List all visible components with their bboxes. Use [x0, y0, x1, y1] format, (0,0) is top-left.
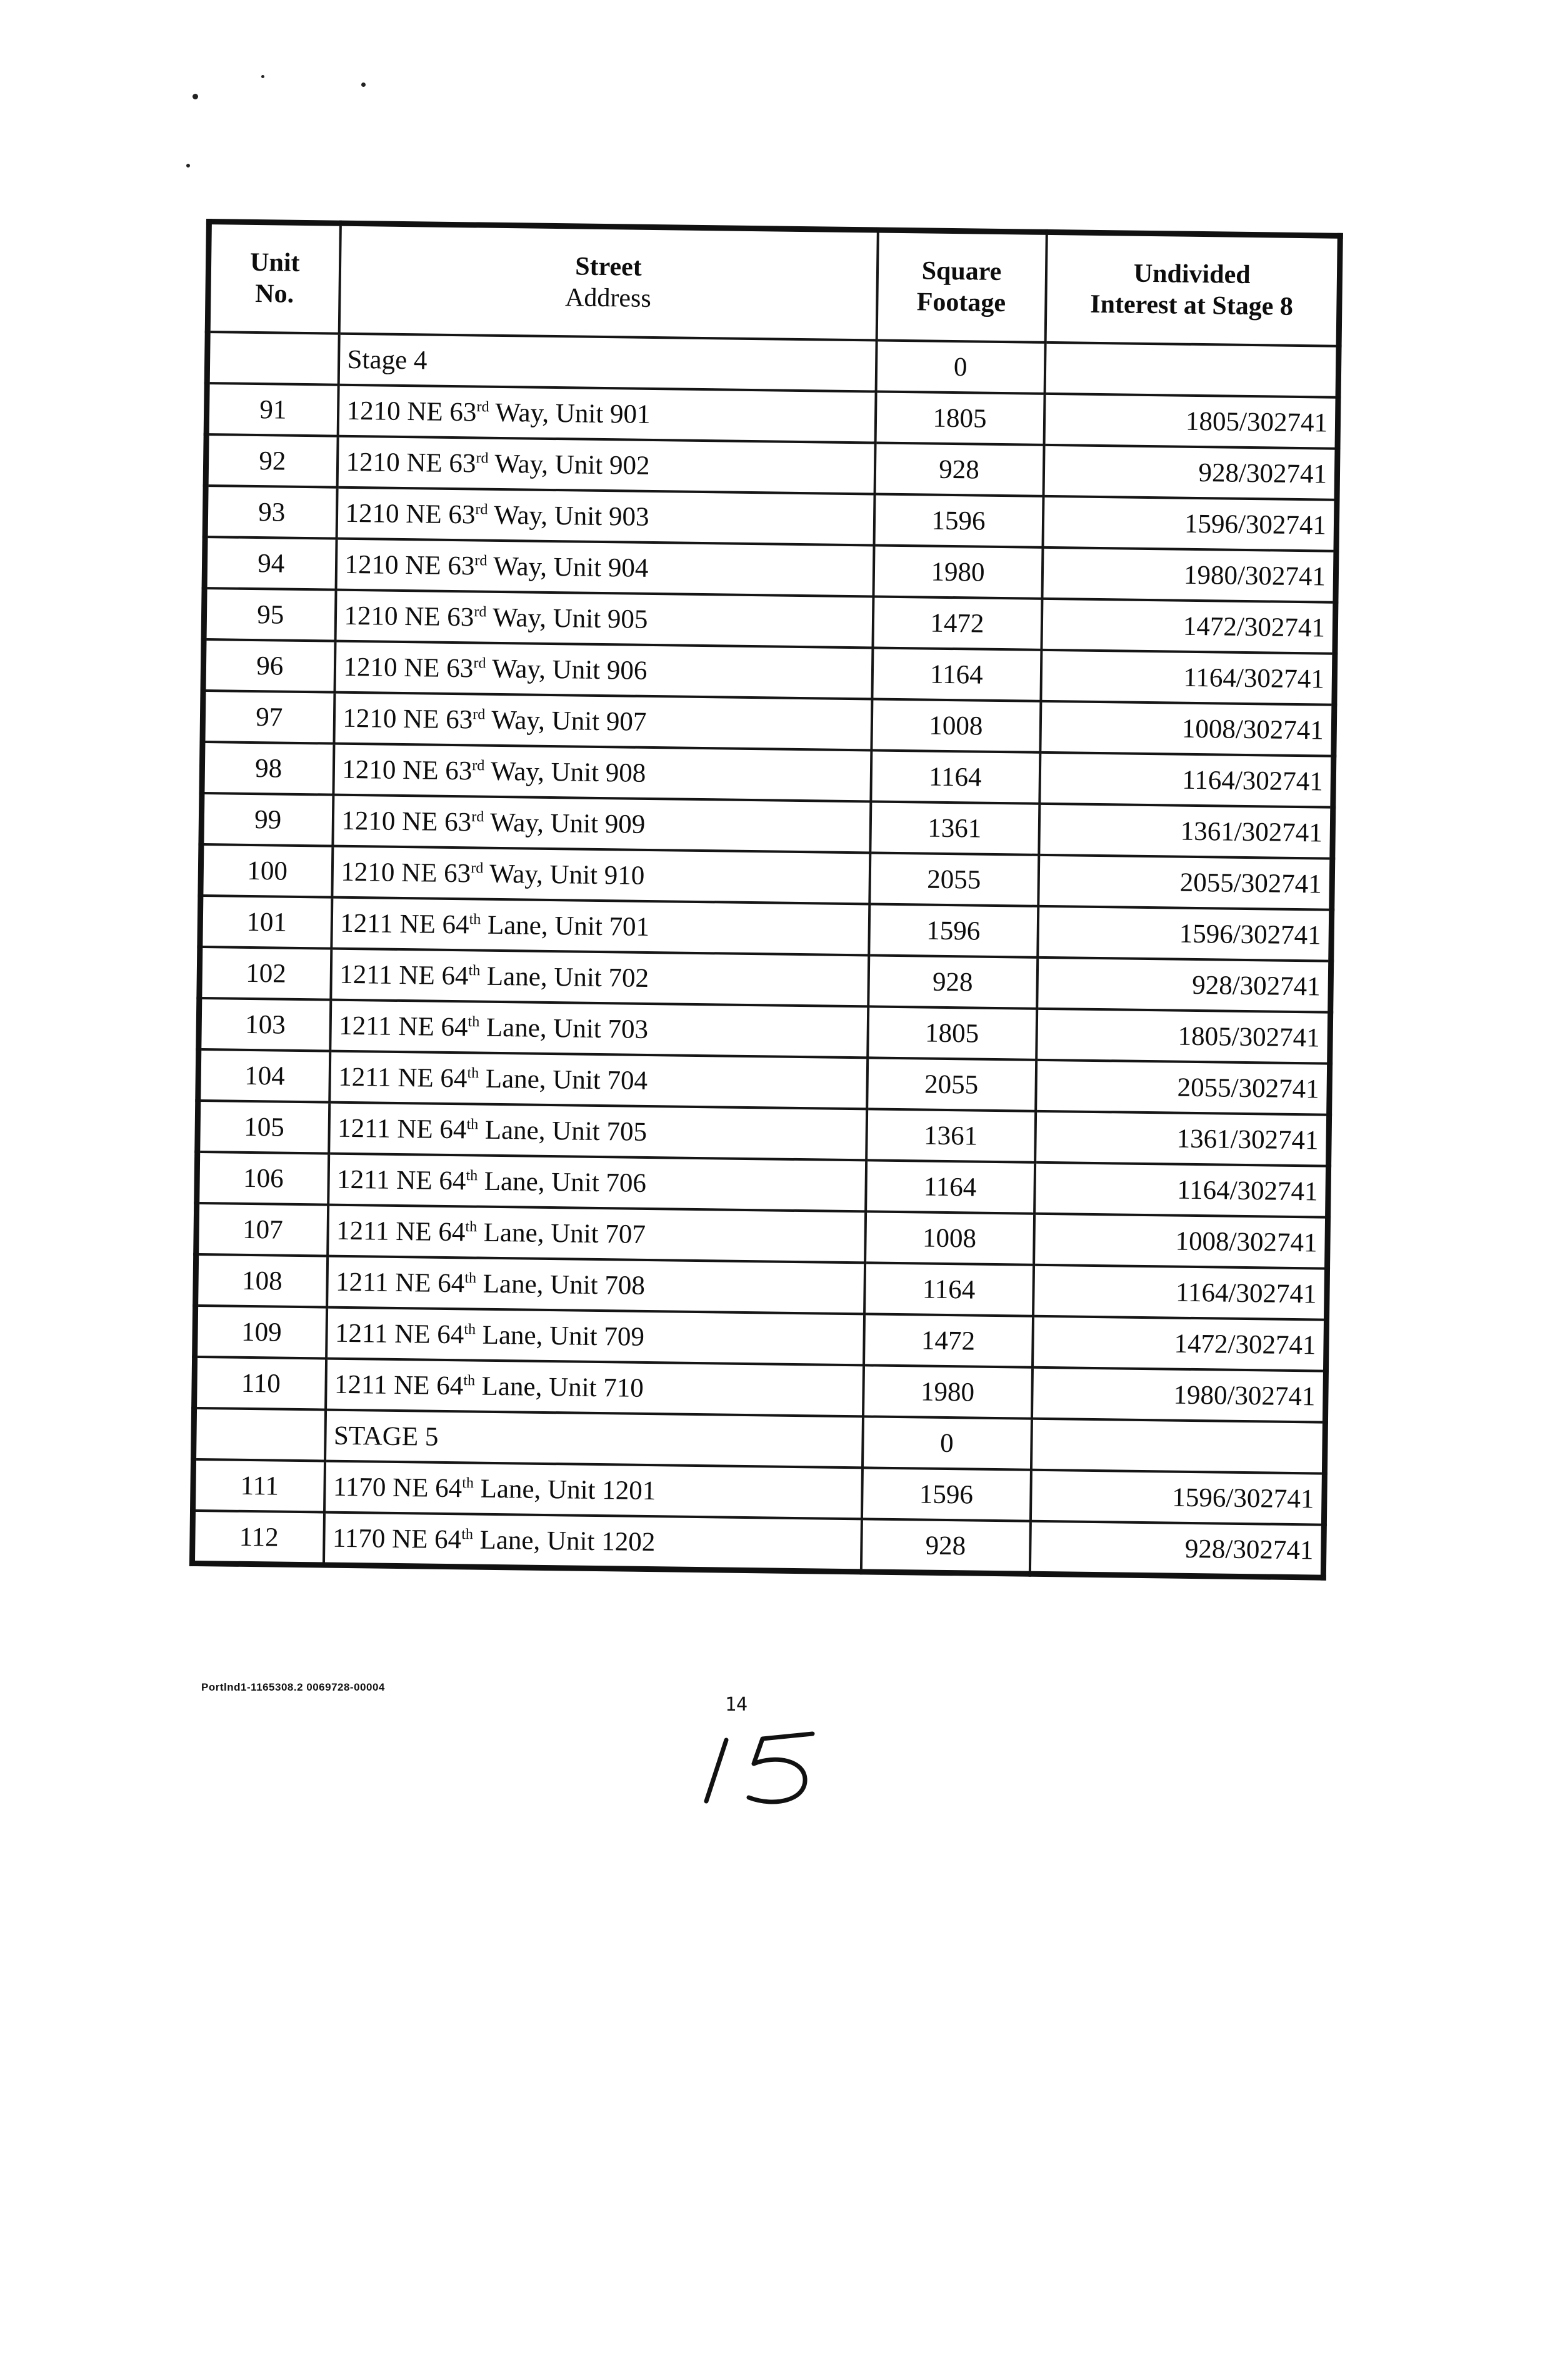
square-footage-cell: 1361 — [870, 801, 1039, 854]
ordinal-suffix: rd — [472, 706, 486, 722]
square-footage-cell: 1805 — [868, 1006, 1037, 1059]
unit-table — [189, 219, 1343, 1581]
address-number: 1170 NE 64 — [332, 1472, 462, 1503]
unit-no-cell: 101 — [200, 896, 332, 949]
undivided-interest-cell: 1472/302741 — [1041, 599, 1336, 654]
table-header-row — [208, 222, 1340, 346]
address-number: 1211 NE 64 — [338, 1062, 468, 1093]
address-number: 1211 NE 64 — [339, 1011, 468, 1042]
ordinal-suffix: th — [466, 1116, 479, 1132]
unit-no-cell: 112 — [192, 1511, 324, 1565]
square-footage-cell: 1472 — [864, 1314, 1033, 1367]
address-rest: Lane, Unit 1202 — [472, 1525, 656, 1557]
address-number: 1211 NE 64 — [336, 1216, 466, 1247]
header-street-address — [339, 223, 878, 340]
address-rest: Lane, Unit 702 — [479, 961, 649, 993]
address-number: 1210 NE 63 — [343, 652, 474, 683]
address-number: 1211 NE 64 — [339, 959, 469, 991]
header-unit-line1: Unit — [249, 248, 300, 278]
ordinal-suffix: rd — [474, 603, 487, 620]
street-address-cell — [331, 949, 869, 1007]
address-rest: Way, Unit 907 — [484, 705, 647, 737]
unit-table-container — [189, 219, 1338, 1581]
address-rest: Way, Unit 901 — [489, 398, 651, 429]
address-rest: Way, Unit 909 — [483, 808, 646, 839]
undivided-interest-cell: 1361/302741 — [1035, 1111, 1329, 1166]
square-footage-cell: 1008 — [871, 699, 1041, 752]
square-footage-cell: 0 — [876, 340, 1045, 393]
address-number: 1211 NE 64 — [334, 1369, 464, 1401]
square-footage-cell: 2055 — [867, 1058, 1036, 1111]
square-footage-cell: 1008 — [865, 1211, 1034, 1264]
header-interest-line2: Interest at Stage 8 — [1090, 289, 1294, 321]
undivided-interest-cell: 1472/302741 — [1032, 1316, 1327, 1371]
header-unit-line2: No. — [255, 279, 294, 309]
scan-speck — [261, 75, 264, 78]
unit-no-cell: 109 — [195, 1306, 327, 1359]
header-undivided-interest — [1045, 232, 1340, 346]
unit-no-cell: 96 — [203, 639, 335, 692]
handwritten-page-number — [694, 1725, 831, 1812]
scan-speck — [192, 94, 198, 99]
square-footage-cell: 1805 — [875, 391, 1044, 444]
unit-no-cell: 94 — [204, 537, 336, 590]
ordinal-suffix: rd — [471, 859, 484, 876]
address-number: 1210 NE 63 — [342, 703, 473, 734]
undivided-interest-cell: 1008/302741 — [1040, 701, 1334, 756]
undivided-interest-cell: 928/302741 — [1043, 445, 1338, 500]
undivided-interest-cell — [1044, 342, 1339, 398]
square-footage-cell: 1596 — [861, 1468, 1031, 1521]
unit-no-cell: 91 — [206, 383, 338, 436]
page-number: 14 — [725, 1694, 748, 1716]
ordinal-suffix: th — [466, 1167, 478, 1184]
address-rest: Way, Unit 908 — [484, 756, 646, 788]
street-address-cell — [328, 1205, 866, 1263]
undivided-interest-cell: 1164/302741 — [1041, 650, 1335, 705]
undivided-interest-cell: 1596/302741 — [1030, 1470, 1324, 1525]
square-footage-cell: 1980 — [873, 545, 1042, 598]
unit-no-cell: 102 — [199, 947, 331, 1000]
address-rest: Way, Unit 904 — [487, 551, 649, 583]
undivided-interest-cell: 1361/302741 — [1039, 804, 1333, 859]
square-footage-cell: 1164 — [866, 1160, 1035, 1213]
unit-no-cell: 97 — [202, 691, 334, 744]
scan-speck — [186, 164, 190, 168]
unit-no-cell: 93 — [205, 486, 337, 539]
street-address-cell — [332, 846, 870, 904]
ordinal-suffix: rd — [473, 654, 486, 671]
unit-no-cell: 104 — [198, 1049, 330, 1102]
address-rest: Lane, Unit 708 — [476, 1269, 646, 1301]
unit-no-cell: 95 — [204, 588, 336, 641]
table-body — [192, 332, 1339, 1578]
address-number: 1210 NE 63 — [341, 857, 471, 888]
square-footage-cell: 1164 — [872, 648, 1041, 701]
square-footage-cell: 1361 — [866, 1109, 1036, 1162]
undivided-interest-cell: 1164/302741 — [1039, 752, 1334, 808]
ordinal-suffix: th — [468, 962, 481, 979]
stage-label: STAGE 5 — [325, 1410, 863, 1468]
street-address-cell — [336, 539, 874, 597]
scan-speck — [361, 82, 366, 87]
address-rest: Lane, Unit 1201 — [473, 1474, 656, 1506]
ordinal-suffix: th — [468, 1013, 480, 1030]
undivided-interest-cell: 928/302741 — [1037, 958, 1331, 1012]
ordinal-suffix: th — [465, 1218, 478, 1235]
header-address-line2: Address — [564, 283, 652, 313]
address-rest: Way, Unit 905 — [486, 602, 648, 634]
ordinal-suffix: rd — [476, 449, 489, 466]
unit-no-cell — [207, 332, 339, 385]
ordinal-suffix: th — [469, 911, 481, 928]
square-footage-cell: 1980 — [863, 1365, 1032, 1418]
street-address-cell — [326, 1308, 864, 1366]
street-address-cell — [333, 744, 871, 802]
address-rest: Way, Unit 906 — [486, 654, 648, 686]
unit-no-cell: 99 — [201, 793, 333, 846]
address-number: 1210 NE 63 — [342, 754, 472, 786]
unit-no-cell: 98 — [202, 742, 334, 795]
street-address-cell — [328, 1154, 866, 1212]
square-footage-cell: 1596 — [874, 494, 1043, 547]
address-number: 1211 NE 64 — [340, 908, 469, 939]
unit-no-cell — [194, 1408, 326, 1461]
header-sqft-line2: Footage — [916, 288, 1006, 318]
address-number: 1210 NE 63 — [346, 396, 477, 427]
address-number: 1211 NE 64 — [334, 1318, 464, 1349]
street-address-cell — [332, 795, 871, 853]
address-number: 1170 NE 64 — [332, 1523, 462, 1554]
undivided-interest-cell: 1596/302741 — [1038, 906, 1332, 961]
ordinal-suffix: rd — [472, 757, 485, 774]
address-number: 1211 NE 64 — [337, 1113, 467, 1144]
street-address-cell — [326, 1359, 864, 1417]
address-number: 1210 NE 63 — [341, 806, 472, 837]
header-address-line1: Street — [575, 252, 642, 282]
unit-no-cell: 107 — [196, 1203, 328, 1256]
address-number: 1210 NE 63 — [344, 601, 474, 632]
unit-no-cell: 92 — [206, 434, 338, 488]
address-rest: Lane, Unit 704 — [478, 1064, 648, 1096]
address-number: 1211 NE 64 — [335, 1267, 465, 1298]
street-address-cell — [324, 1461, 862, 1519]
unit-no-cell: 108 — [196, 1254, 328, 1308]
undivided-interest-cell: 1596/302741 — [1042, 496, 1337, 551]
street-address-cell — [336, 488, 874, 546]
address-rest: Lane, Unit 709 — [475, 1320, 645, 1352]
ordinal-suffix: rd — [474, 552, 488, 569]
undivided-interest-cell: 1008/302741 — [1034, 1214, 1328, 1269]
header-interest-line1: Undivided — [1133, 259, 1251, 289]
ordinal-suffix: th — [461, 1526, 474, 1542]
square-footage-cell: 1164 — [871, 750, 1040, 803]
address-rest: Lane, Unit 701 — [480, 910, 650, 942]
street-address-cell — [329, 1102, 867, 1161]
ordinal-suffix: th — [462, 1474, 474, 1491]
square-footage-cell: 2055 — [869, 852, 1039, 906]
address-rest: Lane, Unit 707 — [476, 1218, 646, 1249]
undivided-interest-cell: 1980/302741 — [1031, 1368, 1326, 1422]
undivided-interest-cell: 2055/302741 — [1036, 1060, 1330, 1115]
ordinal-suffix: th — [464, 1321, 476, 1338]
ordinal-suffix: th — [464, 1269, 477, 1286]
square-footage-cell: 928 — [868, 955, 1038, 1008]
street-address-cell — [327, 1256, 865, 1314]
street-address-cell — [337, 436, 875, 494]
square-footage-cell: 1472 — [872, 596, 1042, 649]
unit-no-cell: 110 — [194, 1357, 326, 1410]
address-number: 1210 NE 63 — [344, 549, 475, 581]
undivided-interest-cell: 1805/302741 — [1044, 394, 1338, 449]
street-address-cell — [338, 385, 876, 443]
address-rest: Lane, Unit 705 — [478, 1115, 648, 1147]
address-number: 1211 NE 64 — [336, 1164, 466, 1196]
header-unit-no — [208, 222, 340, 334]
square-footage-cell: 928 — [861, 1519, 1030, 1574]
street-address-cell — [330, 1000, 868, 1058]
square-footage-cell: 1164 — [864, 1262, 1034, 1316]
street-address-cell — [331, 898, 869, 956]
street-address-cell — [323, 1512, 861, 1572]
address-rest: Lane, Unit 710 — [474, 1371, 644, 1403]
undivided-interest-cell: 2055/302741 — [1038, 855, 1332, 910]
unit-no-cell: 105 — [198, 1101, 329, 1154]
ordinal-suffix: rd — [475, 501, 488, 518]
address-rest: Lane, Unit 706 — [477, 1166, 647, 1198]
address-number: 1210 NE 63 — [345, 498, 476, 529]
unit-no-cell: 100 — [201, 844, 332, 898]
unit-no-cell: 103 — [199, 998, 331, 1051]
address-rest: Way, Unit 902 — [488, 449, 650, 481]
ordinal-suffix: th — [467, 1064, 479, 1081]
ordinal-suffix: rd — [471, 808, 484, 825]
street-address-cell — [335, 590, 873, 648]
header-square-footage — [876, 230, 1046, 342]
address-rest: Way, Unit 903 — [488, 500, 649, 532]
square-footage-cell: 928 — [874, 442, 1044, 496]
address-number: 1210 NE 63 — [346, 447, 476, 478]
ordinal-suffix: th — [463, 1372, 476, 1389]
address-rest: Way, Unit 910 — [482, 859, 645, 891]
undivided-interest-cell: 928/302741 — [1029, 1521, 1324, 1578]
unit-no-cell: 111 — [193, 1459, 325, 1512]
square-footage-cell: 0 — [862, 1416, 1031, 1469]
street-address-cell — [329, 1051, 868, 1109]
square-footage-cell: 1596 — [869, 904, 1038, 957]
header-sqft-line1: Square — [921, 256, 1002, 286]
unit-no-cell: 106 — [197, 1152, 329, 1205]
document-id: Portlnd1-1165308.2 0069728-00004 — [201, 1681, 385, 1693]
undivided-interest-cell — [1031, 1419, 1325, 1474]
undivided-interest-cell: 1805/302741 — [1036, 1009, 1331, 1064]
street-address-cell — [334, 692, 872, 751]
undivided-interest-cell: 1164/302741 — [1033, 1265, 1328, 1320]
undivided-interest-cell: 1164/302741 — [1034, 1162, 1329, 1218]
street-address-cell — [334, 641, 872, 699]
stage-label: Stage 4 — [338, 334, 876, 392]
address-rest: Lane, Unit 703 — [479, 1012, 649, 1044]
undivided-interest-cell: 1980/302741 — [1042, 548, 1336, 602]
ordinal-suffix: rd — [476, 398, 489, 415]
